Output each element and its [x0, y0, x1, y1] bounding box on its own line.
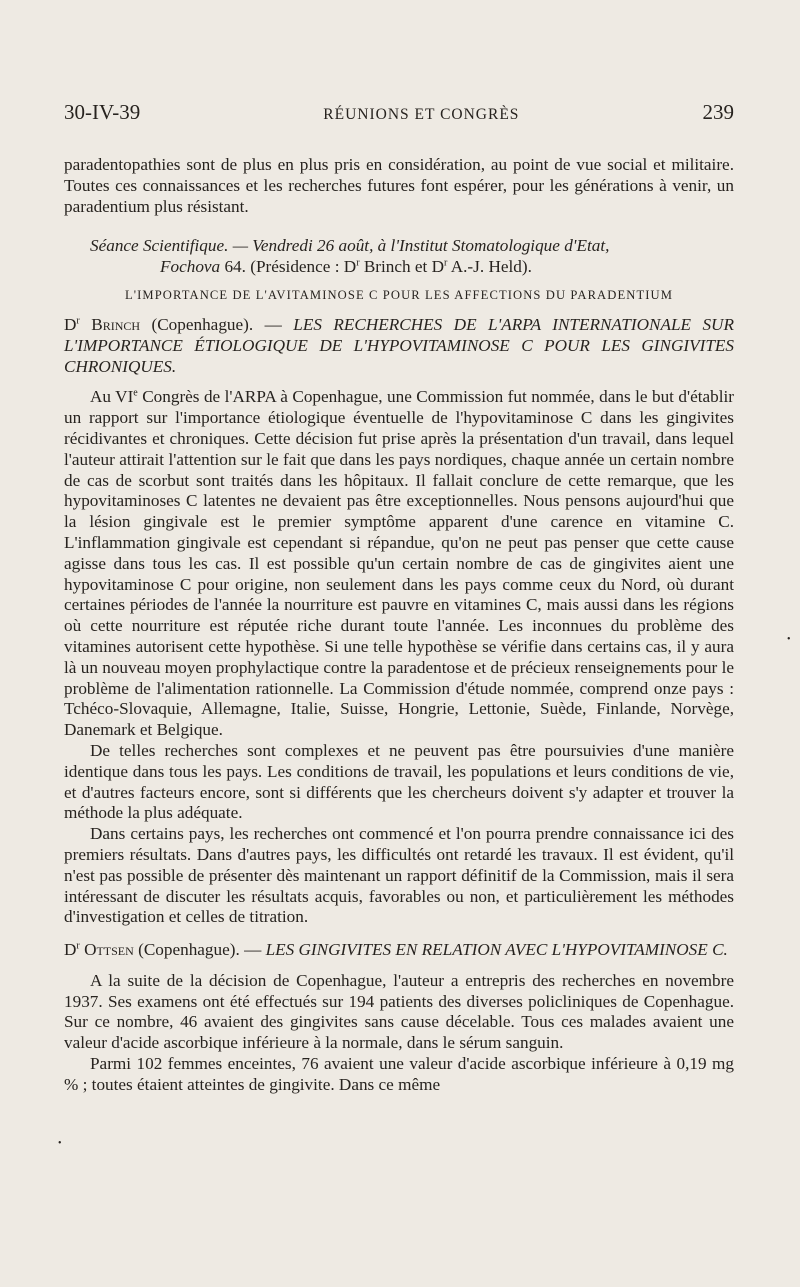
seance-place-number: 64. — [224, 257, 246, 277]
seance-heading — [64, 236, 734, 278]
speaker-entry-ottsen — [64, 940, 734, 961]
presidence-mid: Brinch et D — [359, 257, 445, 277]
doctor-sup: r — [444, 257, 448, 269]
body-paragraph: A la suite de la décision de Copenhague, l'auteur a entrepris des recherches en novembre 1937. Ses examens ont été effectués sur 194 patients des diverses policliniques de Copenhague. Sur ce nombre, 46 avaient des gingivites sans cause décelable. Tous ces malades avaient une valeur d'acide ascorbique inférieure à la normale, dans le sérum sanguin. — [64, 970, 734, 1053]
presidence-end: A.-J. Held). — [447, 257, 532, 277]
seance-second-line — [64, 257, 734, 278]
doctor-prefix: D — [64, 940, 77, 960]
body-paragraph — [64, 387, 734, 741]
talk-title: LES RECHERCHES DE L'ARPA INTERNATIONALE SUR L'IMPORTANCE ÉTIOLOGIQUE DE L'HYPOVITAMINOSE C POUR LES GINGIVITES CHRONIQUES. — [64, 314, 734, 376]
header-section-title: RÉUNIONS ET CONGRÈS — [323, 106, 520, 123]
running-header — [64, 100, 734, 125]
presidence-prefix: (Présidence : D — [250, 257, 357, 277]
speaker-affiliation: (Copenhague). — — [133, 940, 266, 960]
doctor-sup: r — [356, 257, 360, 269]
doctor-sup: r — [76, 940, 80, 952]
page-number: 239 — [702, 100, 734, 124]
body-paragraph: Parmi 102 femmes enceintes, 76 avaient une valeur d'acide ascorbique inférieure à 0,19 mg % ; toutes étaient atteintes de gingivite. Dans ce même — [64, 1054, 734, 1094]
speaker-entry-brinch — [64, 315, 734, 377]
intro-paragraph: paradentopathies sont de plus en plus pris en considération, au point de vue social et militaire. Toutes ces connaissances et les recherches futures font espérer, pour les générations à venir, un paradentium plus résistant. — [64, 155, 734, 216]
header-date: 30-IV-39 — [64, 100, 141, 124]
margin-dot-mark: • — [58, 1138, 62, 1149]
body-paragraph: Dans certains pays, les recherches ont commencé et l'on pourra prendre connaissance ici des premiers résultats. Dans d'autres pays, les difficultés ont retardé les travaux. Il est évident, qu'il n'est pas possible de présenter dès maintenant un rapport définitif de la Commission, mais il sera intéressant de discuter les résultats acquis, favorables ou non, et particulièrement les méthodes d'investigation et celles de titration. — [64, 824, 734, 927]
body-paragraph: De telles recherches sont complexes et ne peuvent pas être poursuivies d'une manière identique dans tous les pays. Les conditions de travail, les populations et leurs conditions de vie, et d'autres facteurs encore, sont si différents que les chercheurs doivent s'y adapter et trouver la méthode la plus adéquate. — [64, 740, 734, 823]
doctor-sup: r — [76, 315, 80, 327]
seance-italic-line: Séance Scientifique. — Vendredi 26 août, à l'Institut Stomatologique d'Etat, — [90, 236, 610, 256]
seance-place: Fochova — [160, 257, 221, 277]
para-rest: Congrès de l'ARPA à Copenhague, une Commission fut nommée, dans le but d'établir un rapport sur l'importance étiologique éventuelle de l'hypovitaminose C dans les gingivites récidivantes et chroniques. Cette décision fut prise après la présentation d'un travail, dans lequel l'auteur attirait l'attention sur le fait que dans les pays nordiques, chaque année un certain nombre de cas de scorbut sont traités dans les hôpitaux. Il fallait conclure de cette remarque, que les hypovitaminoses C latentes ne devaient pas être exceptionnelles. Nous pensons aujourd'hui que la lésion gingivale est le premier symptôme apparent d'une carence en vitamine C. L'inflammation gingivale est cependant si répandue, qu'on ne peut pas penser que cette cause agisse dans tous les cas. Il est possible qu'un certain nombre de cas de gingivites aient une hypovitaminose C pour origine, non seulement dans les pays comme ceux du Nord, où durant certaines périodes de l'année la nourriture est pauvre en vitamines C, mais aussi dans les régions où cette nourriture est réputée riche durant toute l'année. Les inconnues du problème des vitamines autorisent cette hypothèse. Si une telle hypothèse se vérifie dans certains cas, il y aura là un nouveau moyen prophylactique contre la paradentose et de précieux renseignements pour le problème de l'alimentation rationnelle. La Commission d'étude nommée, comprend onze pays : Tchéco-Slovaquie, Allemagne, Italie, Suisse, Hongrie, Lettonie, Suède, Finlande, Norvège, Danemark et Belgique. — [64, 387, 734, 740]
section-subheading: L'IMPORTANCE DE L'AVITAMINOSE C POUR LES AFFECTIONS DU PARADENTIUM — [124, 287, 674, 302]
speaker-affiliation: (Copenhague). — — [140, 314, 294, 334]
para-start: Au VI — [90, 387, 134, 407]
speaker-name: Ottsen — [79, 940, 134, 960]
doctor-prefix: D — [64, 314, 77, 334]
ordinal-sup: e — [133, 387, 138, 399]
talk-title: LES GINGIVITES EN RELATION AVEC L'HYPOVITAMINOSE C. — [265, 940, 728, 960]
margin-dot-mark: • — [787, 634, 791, 645]
speaker-name: Brinch — [79, 314, 141, 334]
